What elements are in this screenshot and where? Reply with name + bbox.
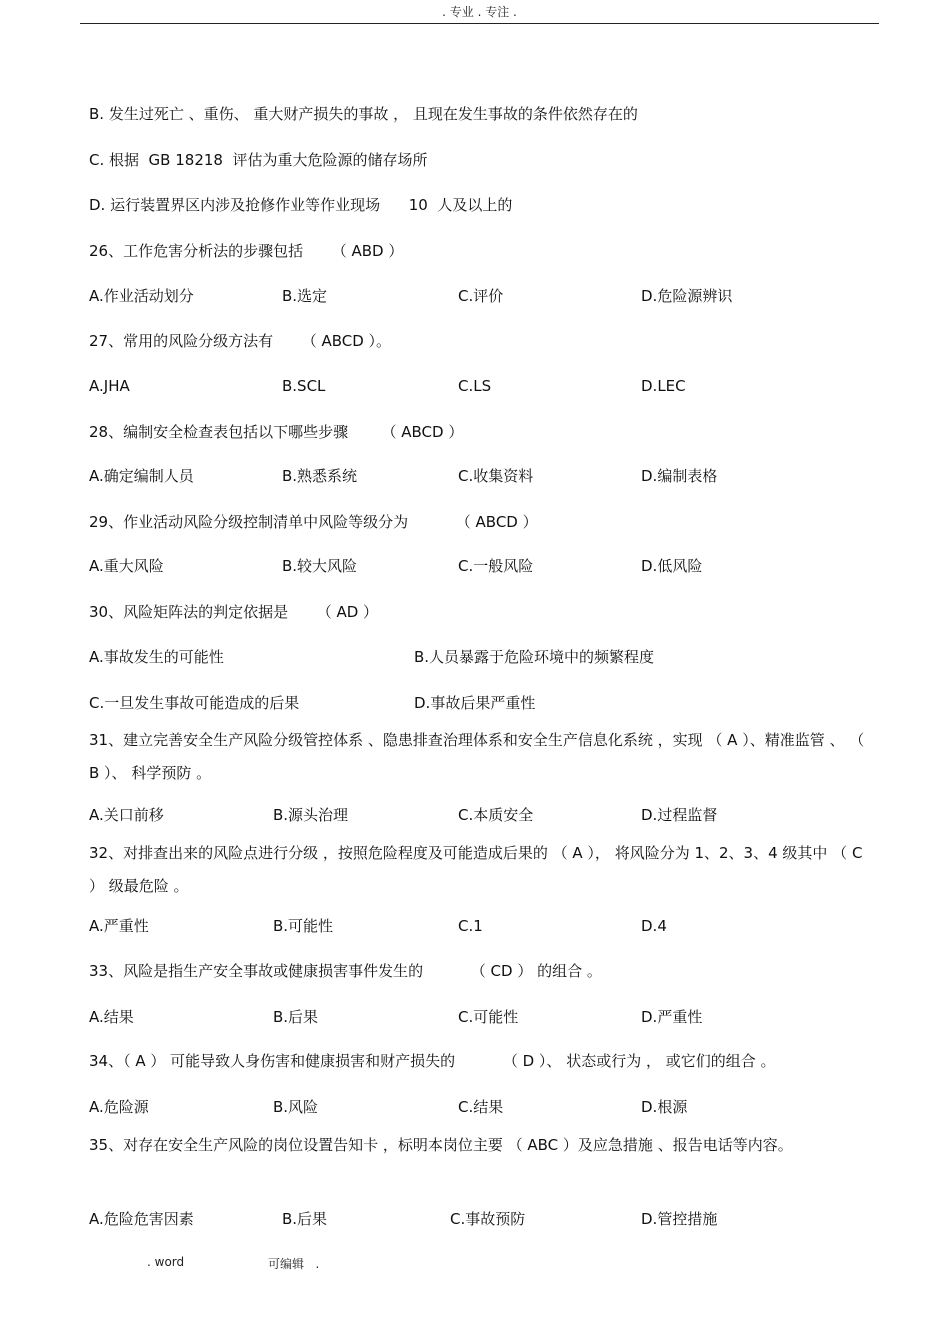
q31-option-b: B.源头治理: [273, 806, 349, 824]
question-34: 34、（ A ） 可能导致人身伤害和健康损害和财产损失的 （ D ）、 状态或行为 ， 或它们的组合 。: [89, 1052, 776, 1070]
q30-option-d: D.事故后果严重性: [414, 694, 536, 712]
q27-option-a: A.JHA: [89, 377, 130, 395]
q30-option-c: C.一旦发生事故可能造成的后果: [89, 694, 300, 712]
question-35: 35、对存在安全生产风险的岗位设置告知卡 ，标明本岗位主要 （ ABC ）及应急措施 、报告电话等内容。: [89, 1136, 793, 1154]
q35-option-c: C.事故预防: [450, 1210, 526, 1228]
question-31: 31、建立完善安全生产风险分级管控体系 、隐患排查治理体系和安全生产信息化系统 ，实现 （ A ）、精准监管 、 （ B ）、 科学预防 。: [89, 731, 865, 782]
question-26: 26、工作危害分析法的步骤包括 （ ABD ）: [89, 242, 404, 260]
q26-option-c: C.评价: [458, 287, 504, 305]
option-b-25: B. 发生过死亡 、重伤、 重大财产损失的事故 ， 且现在发生事故的条件依然存在的: [89, 105, 638, 123]
q27-option-d: D.LEC: [641, 377, 686, 395]
q29-option-c: C.一般风险: [458, 557, 534, 575]
q28-option-d: D.编制表格: [641, 467, 718, 485]
q33-option-d: D.严重性: [641, 1008, 703, 1026]
q29-option-b: B.较大风险: [282, 557, 358, 575]
q28-option-c: C.收集资料: [458, 467, 534, 485]
question-29: 29、作业活动风险分级控制清单中风险等级分为 （ ABCD ）: [89, 513, 538, 531]
question-33: 33、风险是指生产安全事故或健康损害事件发生的 （ CD ） 的组合 。: [89, 962, 602, 980]
q26-option-d: D.危险源辨识: [641, 287, 733, 305]
q33-option-b: B.后果: [273, 1008, 319, 1026]
q30-option-b: B.人员暴露于危险环境中的频繁程度: [414, 648, 655, 666]
footer-editable: 可编辑 .: [268, 1257, 320, 1271]
q34-option-b: B.风险: [273, 1098, 319, 1116]
q28-option-a: A.确定编制人员: [89, 467, 194, 485]
header-text: . 专业 . 专注 .: [442, 5, 517, 19]
question-27: 27、常用的风险分级方法有 （ ABCD ）。: [89, 332, 392, 350]
page-header: [80, 0, 879, 24]
q31-option-c: C.本质安全: [458, 806, 534, 824]
q33-option-a: A.结果: [89, 1008, 134, 1026]
q26-option-a: A.作业活动划分: [89, 287, 194, 305]
q35-option-b: B.后果: [282, 1210, 328, 1228]
q32-option-d: D.4: [641, 917, 667, 935]
question-28: 28、编制安全检查表包括以下哪些步骤 （ ABCD ）: [89, 423, 464, 441]
q32-option-c: C.1: [458, 917, 483, 935]
q31-option-a: A.关口前移: [89, 806, 164, 824]
q30-option-a: A.事故发生的可能性: [89, 648, 224, 666]
option-d-25: D. 运行装置界区内涉及抢修作业等作业现场 10 人及以上的: [89, 196, 513, 214]
q29-option-d: D.低风险: [641, 557, 703, 575]
q35-option-a: A.危险危害因素: [89, 1210, 194, 1228]
q27-option-c: C.LS: [458, 377, 492, 395]
q26-option-b: B.选定: [282, 287, 328, 305]
option-c-25: C. 根据 GB 18218 评估为重大危险源的储存场所: [89, 151, 428, 169]
q31-option-d: D.过程监督: [641, 806, 718, 824]
q34-option-d: D.根源: [641, 1098, 688, 1116]
q32-option-a: A.严重性: [89, 917, 149, 935]
q35-option-d: D.管控措施: [641, 1210, 718, 1228]
q33-option-c: C.可能性: [458, 1008, 519, 1026]
question-30: 30、风险矩阵法的判定依据是 （ AD ）: [89, 603, 379, 621]
q34-option-c: C.结果: [458, 1098, 504, 1116]
q34-option-a: A.危险源: [89, 1098, 149, 1116]
q27-option-b: B.SCL: [282, 377, 326, 395]
q32-option-b: B.可能性: [273, 917, 334, 935]
footer-word: . word: [147, 1255, 185, 1269]
q29-option-a: A.重大风险: [89, 557, 164, 575]
q28-option-b: B.熟悉系统: [282, 467, 358, 485]
question-32: 32、对排查出来的风险点进行分级 ，按照危险程度及可能造成后果的 （ A ）， 将风险分为 1、2、3、4 级其中 （ C ） 级最危险 。: [89, 844, 863, 895]
